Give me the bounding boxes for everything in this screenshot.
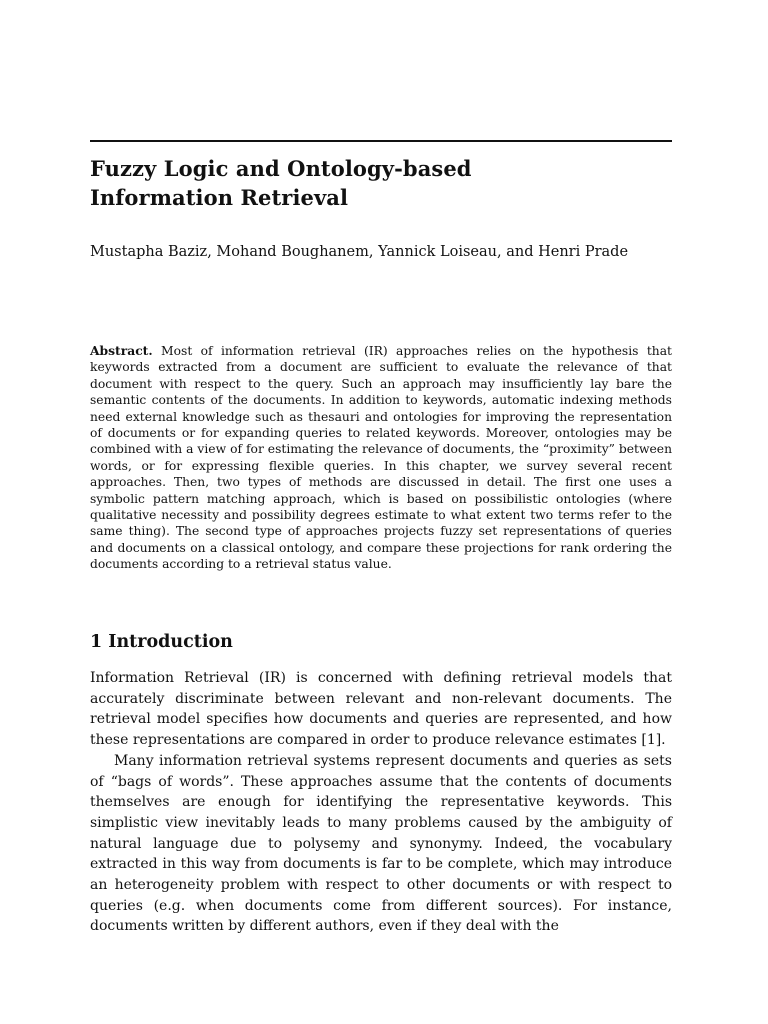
abstract-label: Abstract. xyxy=(90,343,153,358)
paper-page xyxy=(90,0,672,1024)
introduction-body xyxy=(90,668,672,937)
section-heading-introduction: 1 Introduction xyxy=(90,632,233,652)
introduction-paragraph-1: Information Retrieval (IR) is concerned with defining retrieval models that accurately discriminate between relevant and non-relevant documents. The retrieval model specifies how documents and queries are represented, and how these representations are compared in order to produce relevance estimates [1]. xyxy=(90,670,672,749)
abstract xyxy=(90,343,672,573)
abstract-text: Most of information retrieval (IR) approaches relies on the hypothesis that keywords extracted from a document are sufficient to evaluate the relevance of that document with respect to the query. Such an approach may insufficiently lay bare the semantic contents of the documents. In addition to keywords, automatic indexing methods need external knowledge such as thesauri and ontologies for improving the representation of documents or for expanding queries to related keywords. Moreover, ontologies may be combined with a view of for estimating the relevance of documents, the “proximity” between words, or for expressing flexible queries. In this chapter, we survey several recent approaches. Then, two types of methods are discussed in detail. The first one uses a symbolic pattern matching approach, which is based on possibilistic ontologies (where qualitative necessity and possibility degrees estimate to what extent two terms refer to the same thing). The second type of approaches projects fuzzy set representations of queries and documents on a classical ontology, and compare these projections for rank ordering the documents according to a retrieval status value. xyxy=(90,344,672,572)
introduction-paragraph-2: Many information retrieval systems represent documents and queries as sets of “bags of words”. These approaches assume that the contents of documents themselves are enough for identifying the representative keywords. This simplistic view inevitably leads to many problems caused by the ambiguity of natural language due to polysemy and synonymy. Indeed, the vocabulary extracted in this way from documents is far to be complete, which may introduce an heterogeneity problem with respect to other documents or with respect to queries (e.g. when documents come from different sources). For instance, documents written by different authors, even if they deal with the xyxy=(90,752,672,935)
title-line-1: Fuzzy Logic and Ontology-based xyxy=(90,156,472,181)
author-list: Mustapha Baziz, Mohand Boughanem, Yannick Loiseau, and Henri Prade xyxy=(90,244,629,260)
top-rule xyxy=(90,140,672,142)
paper-title xyxy=(90,154,672,212)
title-line-2: Information Retrieval xyxy=(90,185,349,210)
